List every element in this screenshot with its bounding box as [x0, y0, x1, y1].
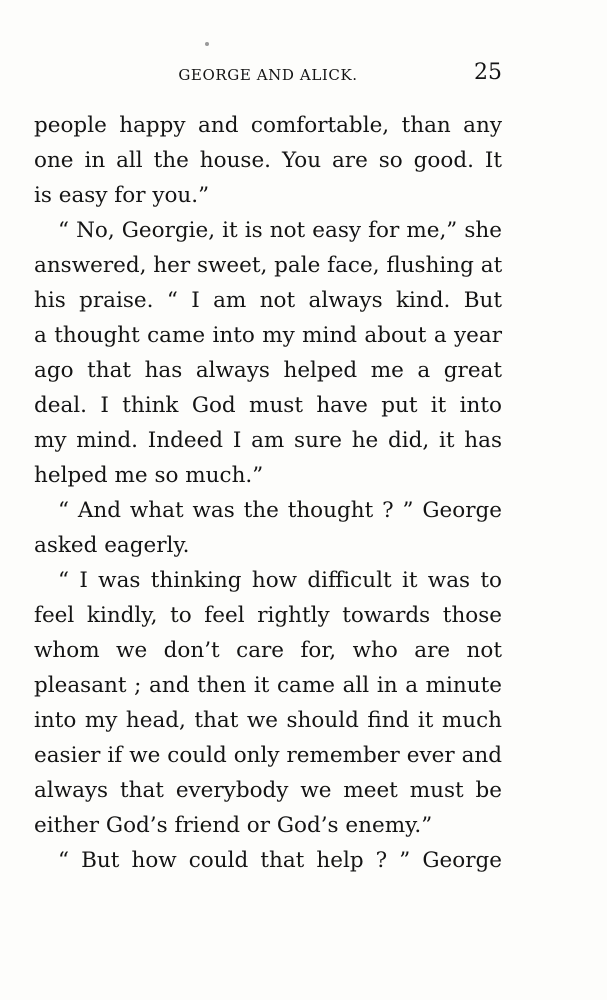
- page-header: [34, 60, 502, 94]
- text-line: pleasant ; and then it came all in a minute: [34, 673, 502, 698]
- text-line: “ I was thinking how difficult it was to: [58, 568, 502, 593]
- body-text: [34, 108, 502, 878]
- text-line: helped me so much.”: [34, 463, 264, 488]
- text-line: is easy for you.”: [34, 183, 210, 208]
- page-number: 25: [474, 60, 502, 85]
- running-title: GEORGE AND ALICK.: [178, 66, 358, 84]
- text-line: ago that has always helped me a great: [34, 358, 502, 383]
- text-line: one in all the house. You are so good. It: [34, 148, 502, 173]
- text-line: into my head, that we should find it much: [34, 708, 502, 733]
- text-line: easier if we could only remember ever and: [34, 743, 502, 768]
- text-line: “ But how could that help ? ” George: [58, 848, 502, 873]
- text-line: a thought came into my mind about a year: [34, 323, 502, 348]
- print-speck: [205, 42, 209, 46]
- text-line: deal. I think God must have put it into: [34, 393, 502, 418]
- text-line: answered, her sweet, pale face, flushing at: [34, 253, 503, 278]
- text-line: “ And what was the thought ? ” George: [58, 498, 502, 523]
- text-line: “ No, Georgie, it is not easy for me,” she: [58, 218, 502, 243]
- text-line: people happy and comfortable, than any: [34, 113, 502, 138]
- text-line: whom we don’t care for, who are not: [34, 638, 502, 663]
- text-line: his praise. “ I am not always kind. But: [34, 288, 502, 313]
- text-line: always that everybody we meet must be: [34, 778, 502, 803]
- text-line: my mind. Indeed I am sure he did, it has: [34, 428, 502, 453]
- text-line: asked eagerly.: [34, 533, 190, 558]
- text-line: either God’s friend or God’s enemy.”: [34, 813, 433, 838]
- text-line: feel kindly, to feel rightly towards those: [34, 603, 502, 628]
